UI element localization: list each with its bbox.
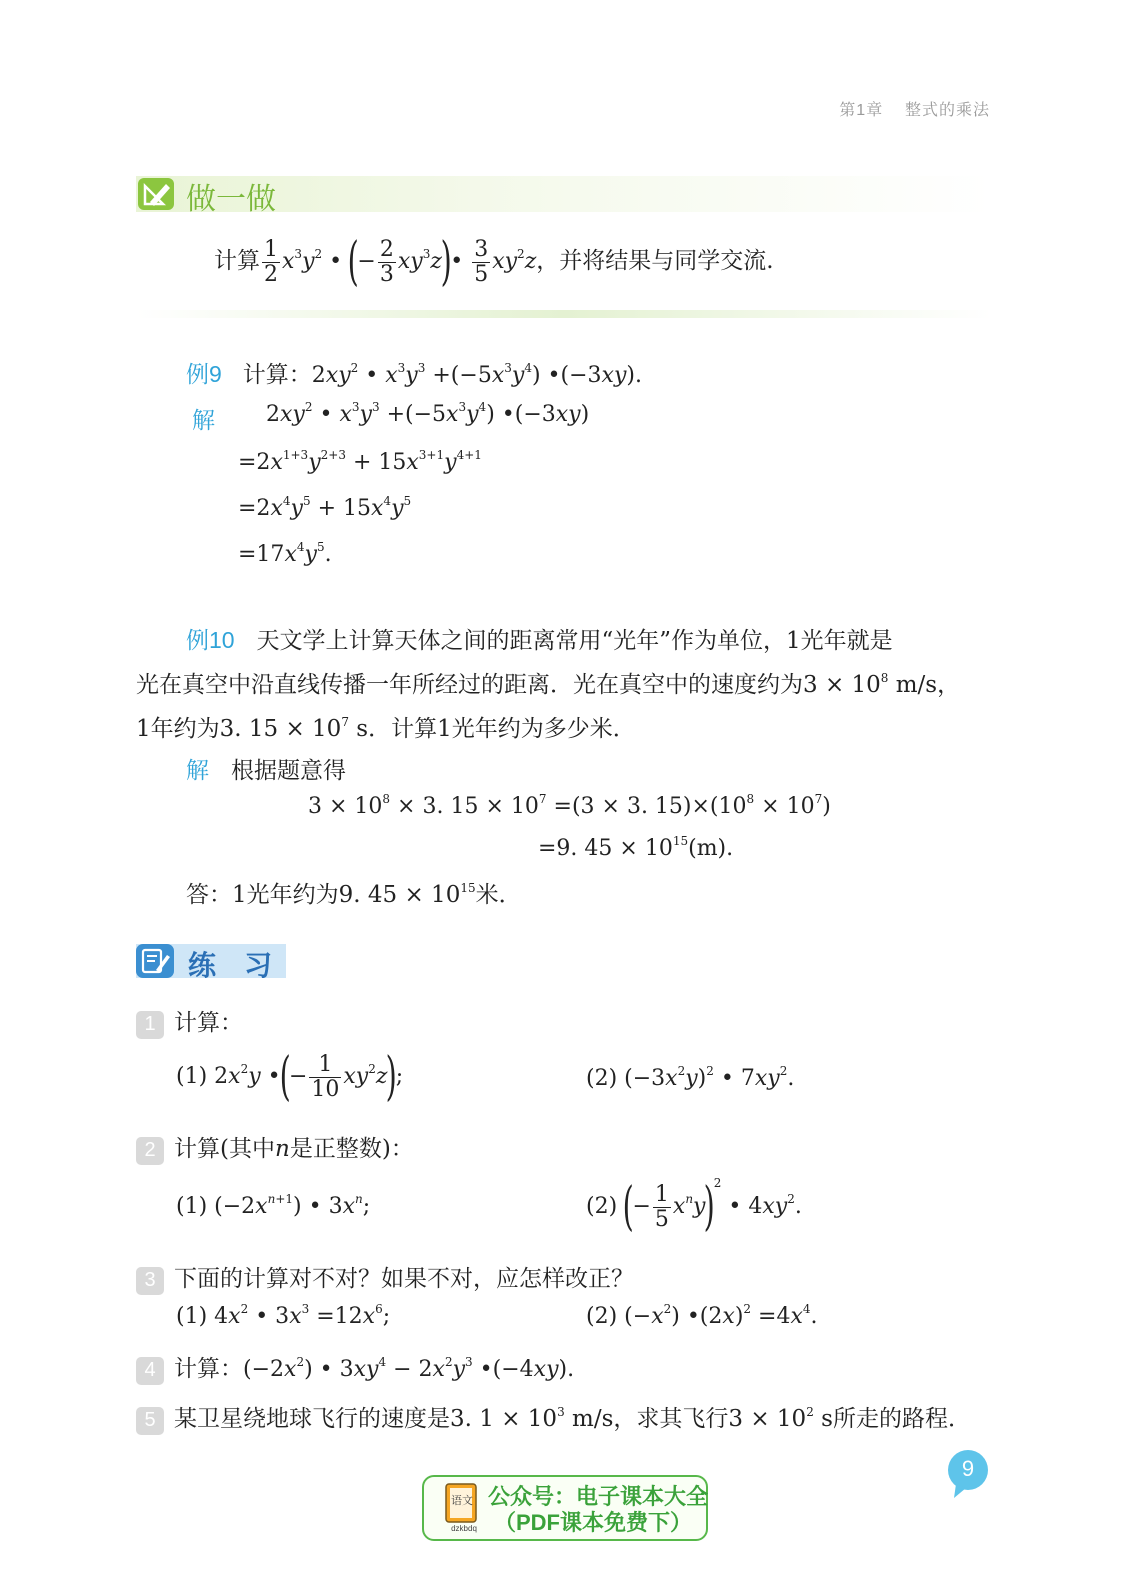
q1-label: 计算：: [174, 1010, 243, 1036]
practice-q2: 2 计算(其中n是正整数)：: [136, 1130, 414, 1165]
example10-text-1: 天文学上计算天体之间的距离常用“光年”作为单位，1光年就是: [256, 628, 893, 654]
q5-label-a: 某卫星绕地球飞行的速度是: [174, 1406, 450, 1432]
question-number-badge: 5: [136, 1407, 164, 1435]
running-header: [839, 97, 990, 120]
q5-label-c: 所走的路程．: [832, 1406, 971, 1432]
question-number-badge: 1: [136, 1011, 164, 1039]
footer-logo-sub: dzkbdq: [451, 1524, 477, 1533]
practice-q5: 5 某卫星绕地球飞行的速度是3. $1 \times 10^3$ m/s，求其飞行$3 \times 10^2$ s所走的路程．: [136, 1400, 971, 1435]
example9-step-2: $=2x^4y^5 + 15x^4y^5$: [238, 494, 412, 521]
question-number-badge: 3: [136, 1267, 164, 1295]
example9-label: 例9: [186, 361, 222, 387]
question-number-badge: 4: [136, 1357, 164, 1385]
activity-title: 做一做: [186, 183, 276, 216]
example9-solution-label: 解: [192, 407, 215, 433]
q1-part-1: (1) $2x^2y$ •(− $\frac{1}{10}$ $xy^2z$);: [176, 1047, 404, 1107]
q5-label-b: ，求其飞行: [613, 1406, 729, 1432]
example10-solution: [186, 752, 346, 785]
pencil-ruler-icon: [136, 176, 176, 212]
page-number: 9: [961, 1456, 975, 1481]
q2-part-2: (2) (− $\frac{1}{5}$ $x^ny)^2$ • $4xy^2$.: [586, 1176, 802, 1237]
chapter-title: 整式的乘法: [904, 102, 990, 119]
example10-line-1: [186, 622, 893, 655]
example10-label: 例10: [186, 627, 235, 653]
example9-step-1: $=2x^{1+3}y^{2+3} + 15x^{3+1}y^{4+1}$: [238, 448, 482, 475]
activity-suffix: ，并将结果与同学交流.: [536, 248, 774, 274]
example10-line-3: 1年约为3. $15 \times 10^7$ s．计算1光年约为多少米．: [136, 715, 636, 742]
footer-logo-text: 语文: [451, 1495, 473, 1507]
practice-q3: [136, 1260, 634, 1295]
q3-label: 下面的计算对不对？如果不对，应怎样改正？: [174, 1266, 634, 1292]
example10-solution-intro: 根据题意得: [230, 758, 346, 784]
example9-step-3: $=17x^4y^5$.: [238, 540, 332, 567]
q3-part-1: (1) $4x^2$ • $3x^3 =12x^6$;: [176, 1302, 391, 1329]
q2-label: 计算(其中: [174, 1136, 275, 1162]
example9-step-0: $2xy^2$ • $x^3y^3 +(-5x^3y^4)$ •(−3xy): [266, 400, 590, 427]
example9-prompt: 计算：: [242, 362, 312, 388]
q2-label-end: 是正整数)：: [289, 1136, 414, 1162]
example10-line-2: 光在真空中沿直线传播一年所经过的距离．光在真空中的速度约为$3 \times 10^8$ m/s，: [136, 671, 961, 698]
q2-part-1: (1) $(-2x^{n+1})$ • $3x^n$;: [176, 1192, 371, 1219]
footer-line-1: 公众号：电子课本大全: [488, 1484, 709, 1509]
q3-part-2: (2) $(-x^2)$ $•(2x)^2 =4x^4$.: [586, 1302, 818, 1329]
footer-line-2: （PDF课本免费下）: [494, 1510, 693, 1535]
chapter-number: 第1章: [839, 102, 884, 119]
practice-title: 练 习: [188, 950, 273, 981]
example10-text-2: 光在真空中沿直线传播一年所经过的距离．光在真空中的速度约为: [136, 672, 803, 698]
practice-q4: 4 计算：$(-2x^2)$ • $3xy^4 - 2x^2y^3$ •(−4xy).: [136, 1350, 574, 1385]
q1-part-2: (2) $(-3x^2y)^2$ • $7xy^2$.: [586, 1064, 795, 1091]
example10-answer-prefix: 答：1光年约为: [186, 882, 339, 908]
example9-statement: 例9 计算：$2xy^2$ • $x^3y^3 +(-5x^3y^4)$ •(−3xy).: [186, 361, 642, 388]
activity-prefix: 计算: [214, 248, 260, 274]
example10-step-1: $3 \times 10^8 \times 3$. $15 \times 10^7 =(3 \times 3$. $15)\times(10^8 \times 10^7)$: [308, 792, 831, 819]
activity-problem: 计算 $\frac{1}{2}$ $x^3y^2$ • (− $\frac{2}{3}$ $xy^3z)•$ $\frac{3}{5}$ $xy^2z$，并将结果与同学交流.: [214, 232, 774, 292]
question-number-badge: 2: [136, 1137, 164, 1165]
example10-step-2: =9. $45 \times 10^{15}(m)$.: [538, 834, 734, 861]
example10-answer: 答：1光年约为9. $45 \times 10^{15}$米．: [186, 881, 522, 908]
example10-text-3: 计算1光年约为多少米．: [391, 716, 636, 742]
example10-solution-label: 解: [186, 757, 209, 783]
q4-label: 计算：: [174, 1356, 243, 1382]
activity-bottom-divider: [136, 310, 992, 318]
notepad-pencil-icon: [134, 942, 176, 980]
example10-answer-suffix: 米．: [475, 882, 522, 908]
practice-q1: [136, 1004, 243, 1039]
